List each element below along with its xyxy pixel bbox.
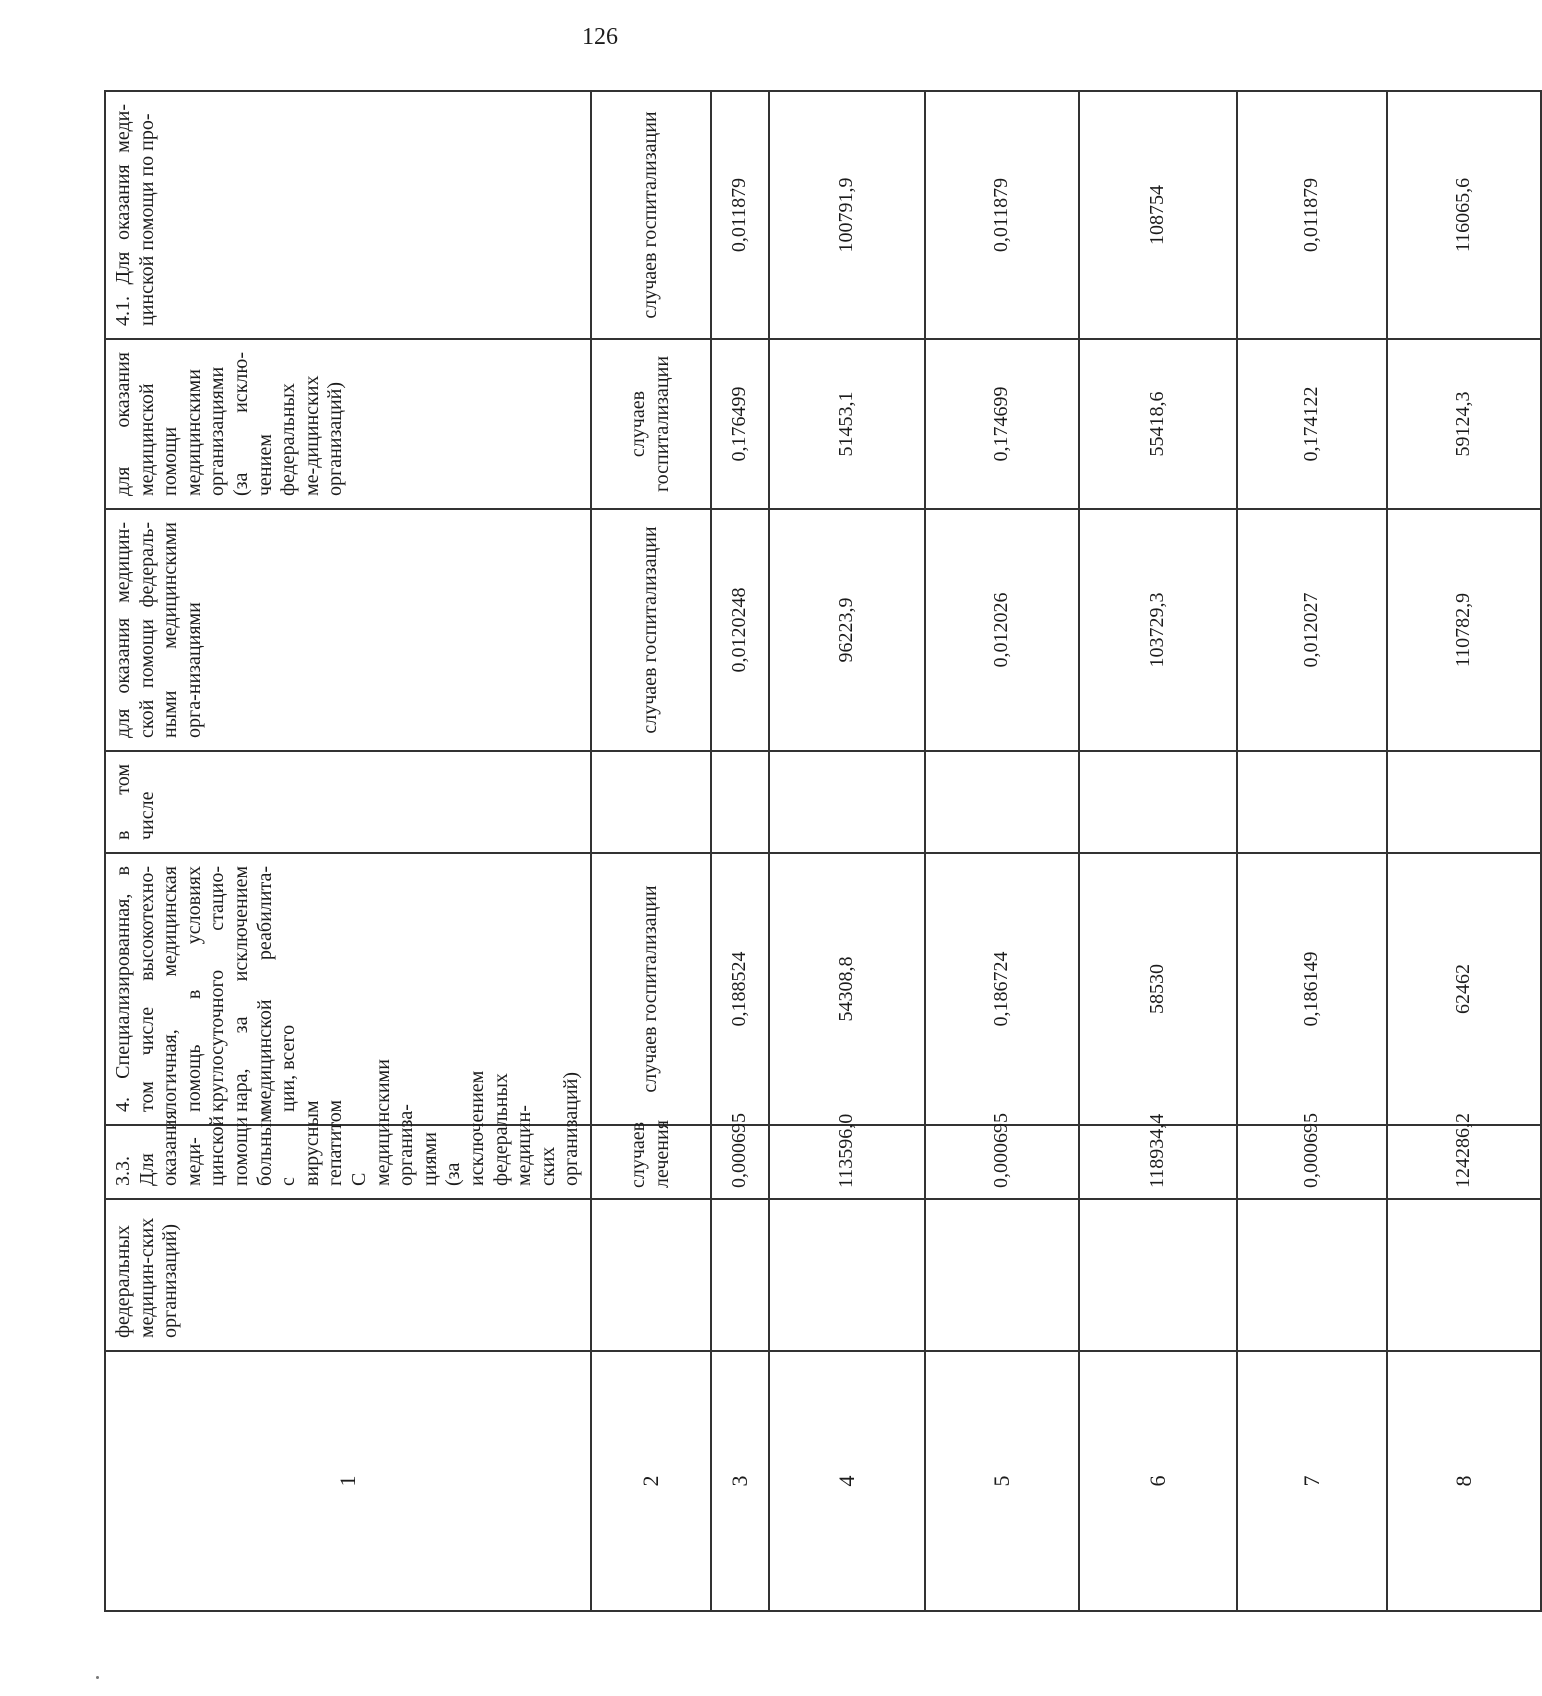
unit-cell: случаев госпитализации [591, 853, 711, 1125]
value-cell [1387, 751, 1541, 853]
row-label-cell: в том числе [105, 751, 591, 853]
value-cell: 0,000695 [1237, 1125, 1387, 1199]
value-cell [1237, 751, 1387, 853]
value-cell: 0,0120248 [711, 509, 769, 751]
value-cell: 0,186724 [925, 853, 1079, 1125]
value-cell: 113596,0 [769, 1125, 925, 1199]
value-cell: 0,188524 [711, 853, 769, 1125]
value-cell: 54308,8 [769, 853, 925, 1125]
column-header: 8 [1387, 1351, 1541, 1611]
row-label-cell: 4.1. Для оказания меди-цинской помощи по про- [105, 91, 591, 339]
page-number: 126 [582, 24, 618, 50]
column-header: 4 [769, 1351, 925, 1611]
value-cell: 96223,9 [769, 509, 925, 751]
table-row [925, 91, 1079, 1611]
table-row [711, 91, 769, 1611]
value-cell: 0,176499 [711, 339, 769, 509]
column-header: 7 [1237, 1351, 1387, 1611]
value-cell: 108754 [1079, 91, 1237, 339]
column-header: 2 [591, 1351, 711, 1611]
column-header: 3 [711, 1351, 769, 1611]
value-cell: 0,011879 [711, 91, 769, 339]
value-cell: 0,012027 [1237, 509, 1387, 751]
value-cell: 100791,9 [769, 91, 925, 339]
rotated-table-container [104, 92, 1476, 1612]
value-cell: 0,011879 [1237, 91, 1387, 339]
value-cell: 59124,3 [1387, 339, 1541, 509]
value-cell [1079, 1199, 1237, 1351]
table-row [1079, 91, 1237, 1611]
value-cell [769, 1199, 925, 1351]
unit-cell: случаев госпитализации [591, 339, 711, 509]
unit-cell [591, 751, 711, 853]
value-cell: 110782,9 [1387, 509, 1541, 751]
value-cell: 0,174699 [925, 339, 1079, 509]
table-row [1237, 91, 1387, 1611]
value-cell: 0,000695 [925, 1125, 1079, 1199]
value-cell [1387, 1199, 1541, 1351]
unit-cell [591, 1199, 711, 1351]
unit-cell: случаев госпитализации [591, 91, 711, 339]
row-label-cell: федеральных медицин-ских организаций) [105, 1199, 591, 1351]
row-label-cell: для оказания медицинской помощи медицинскими организациями (за исклю-чением федеральных ме-дицинских организаций) [105, 339, 591, 509]
value-cell: 51453,1 [769, 339, 925, 509]
value-cell: 0,011879 [925, 91, 1079, 339]
value-cell [711, 1199, 769, 1351]
value-cell: 0,174122 [1237, 339, 1387, 509]
value-cell [1079, 751, 1237, 853]
column-header: 6 [1079, 1351, 1237, 1611]
table-row [1387, 91, 1541, 1611]
data-table [104, 90, 1542, 1612]
table-body [105, 91, 1541, 1611]
value-cell: 62462 [1387, 853, 1541, 1125]
scan-artifact-dot [96, 1676, 99, 1679]
unit-cell: случаев лечения [591, 1125, 711, 1199]
value-cell [1237, 1199, 1387, 1351]
table-row [591, 91, 711, 1611]
value-cell [711, 751, 769, 853]
value-cell: 116065,6 [1387, 91, 1541, 339]
column-header: 1 [105, 1351, 591, 1611]
row-label-cell: для оказания медицин-ской помощи федераль-ными медицинскими орга-низациями [105, 509, 591, 751]
value-cell [925, 751, 1079, 853]
unit-cell: случаев госпитализации [591, 509, 711, 751]
column-header: 5 [925, 1351, 1079, 1611]
row-label-cell: 4. Специализированная, в том числе высокотехно-логичная, медицинская помощь в условиях круглосуточного стацио-нара, за исключением медицинской реабилита-ции, всего [105, 853, 591, 1125]
value-cell: 103729,3 [1079, 509, 1237, 751]
row-label-cell: 3.3. Для оказания меди-цинской помощи больным с вирусным гепатитом С медицинскими организа-циями (за исключением федеральных медицин-ских организаций) [105, 1125, 591, 1199]
value-cell: 58530 [1079, 853, 1237, 1125]
value-cell [925, 1199, 1079, 1351]
value-cell: 118934,4 [1079, 1125, 1237, 1199]
value-cell: 55418,6 [1079, 339, 1237, 509]
table-row [105, 91, 591, 1611]
table-row [769, 91, 925, 1611]
value-cell: 0,000695 [711, 1125, 769, 1199]
value-cell: 124286,2 [1387, 1125, 1541, 1199]
value-cell [769, 751, 925, 853]
value-cell: 0,012026 [925, 509, 1079, 751]
value-cell: 0,186149 [1237, 853, 1387, 1125]
